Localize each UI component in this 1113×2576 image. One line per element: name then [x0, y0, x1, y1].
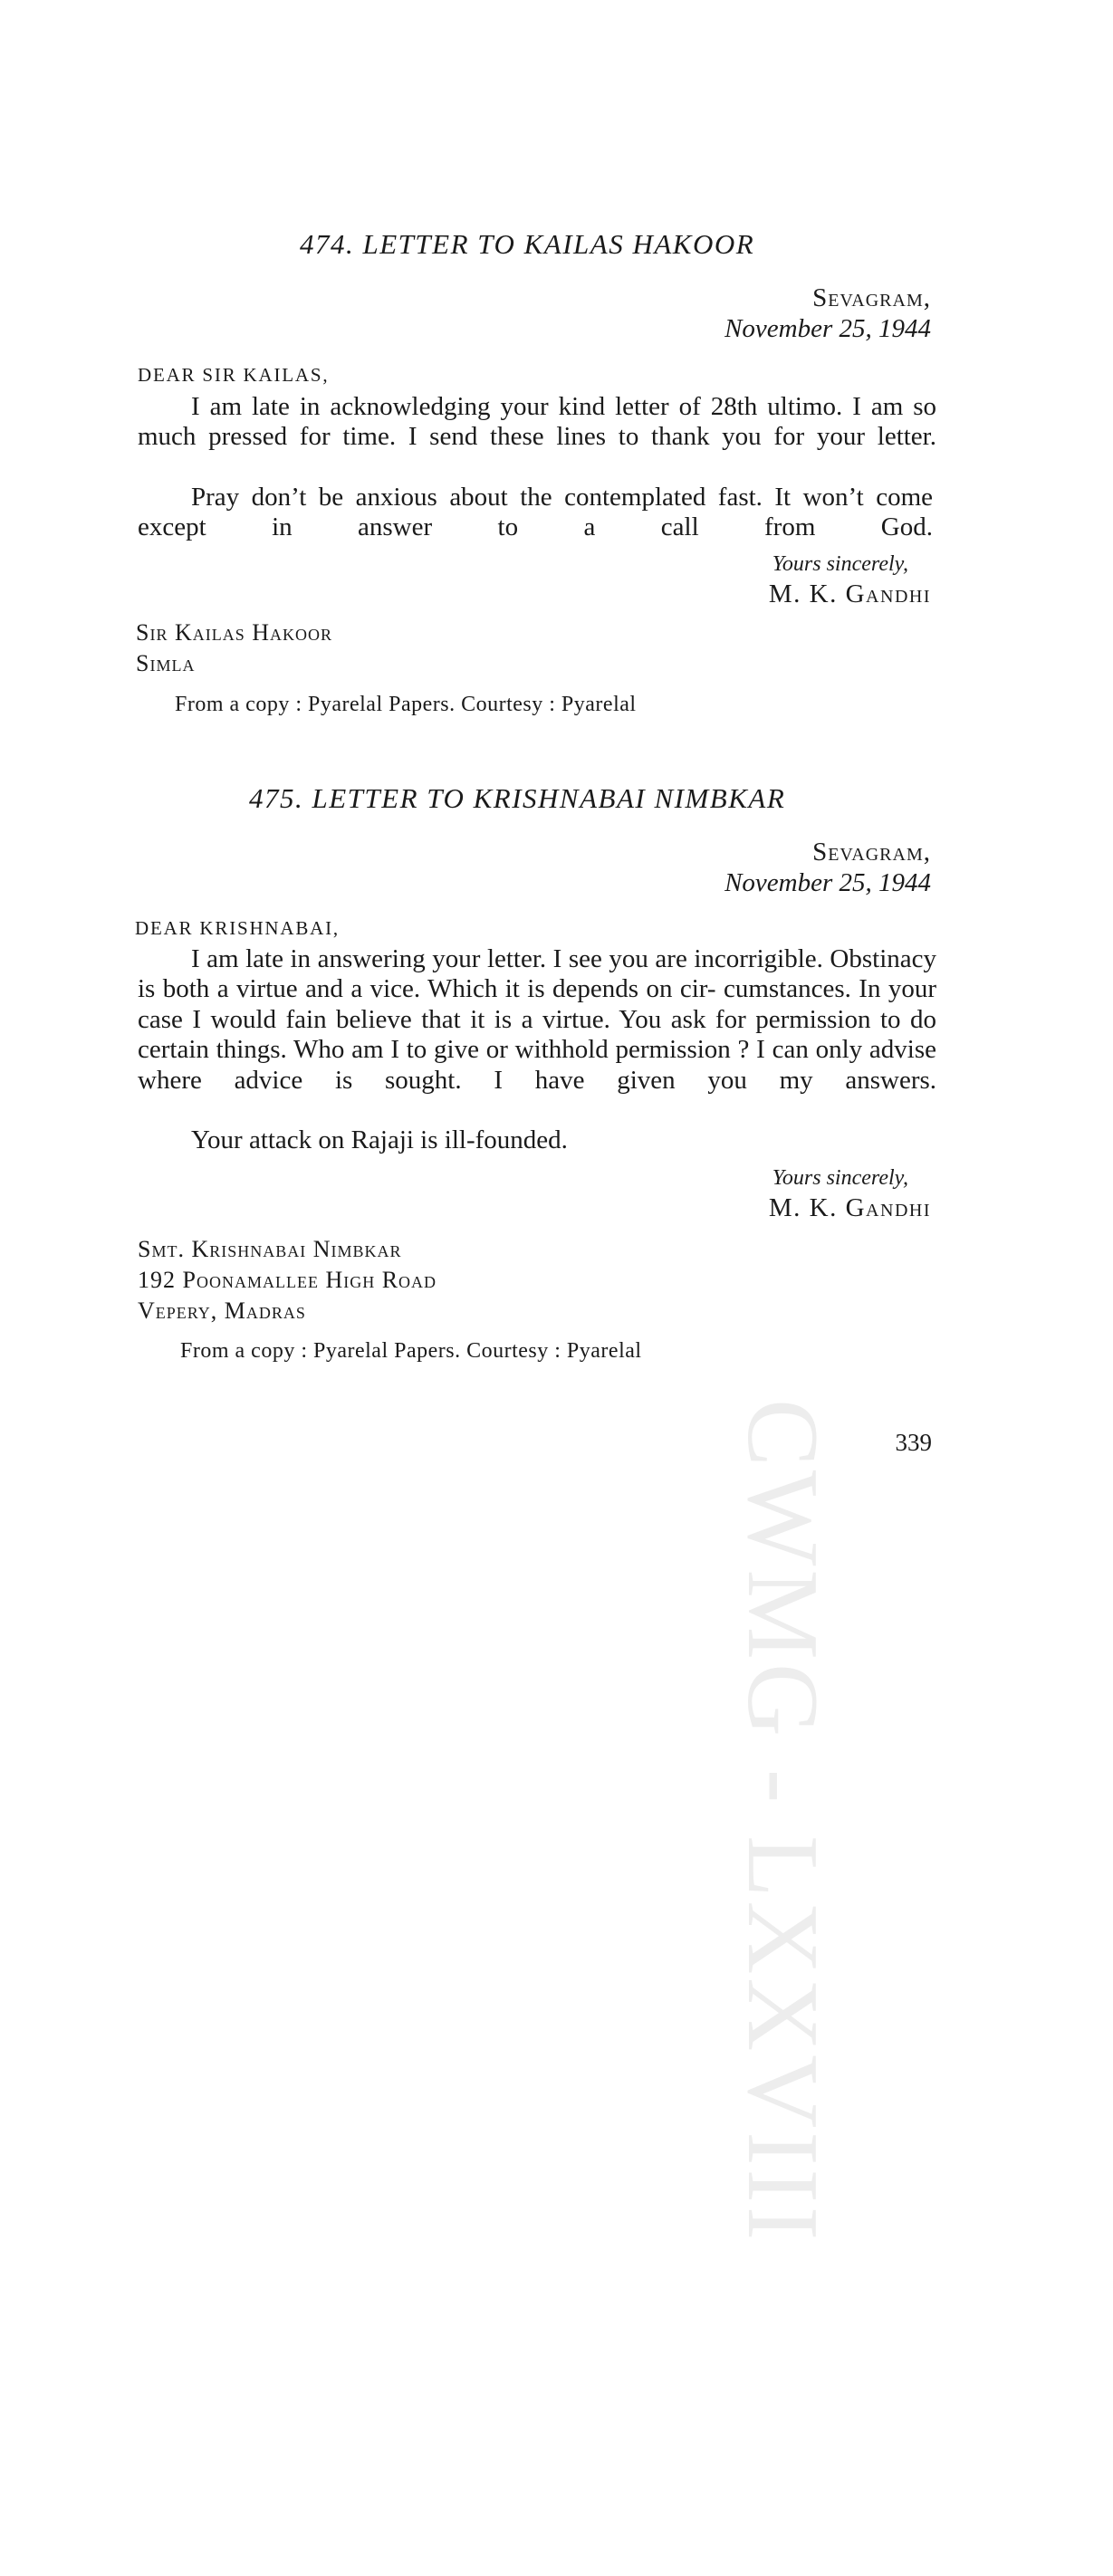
- letter-1-paragraph-1: [138, 392, 936, 453]
- letter-2-address-line: Vepery, Madras: [138, 1298, 306, 1324]
- letter-2-title: 475. LETTER TO KRISHNABAI NIMBKAR: [249, 782, 786, 814]
- page-number: 339: [895, 1429, 932, 1456]
- letter-1-signature: M. K. Gandhi: [768, 579, 931, 608]
- letter-1-source: From a copy : Pyarelal Papers. Courtesy : Pyarelal: [175, 693, 637, 716]
- text-line: You ask for permission to do certain things. Who am I to give: [138, 1004, 936, 1065]
- text-line: or withhold permission ? I can only advise where advice is sought.: [138, 1035, 936, 1095]
- text-line: come except in answer to a call from God.: [138, 483, 934, 542]
- letter-1-closing: Yours sincerely,: [772, 552, 908, 576]
- letter-1-salutation: DEAR SIR KAILAS,: [138, 364, 330, 386]
- letter-2-paragraph-1: [138, 944, 936, 1096]
- text-line: cumstances. In your case I would fain believe that it is a virtue.: [138, 974, 937, 1034]
- text-line: I am late in acknowledging your kind letter of 28th ultimo.: [191, 392, 843, 421]
- watermark: CWMG - LXXVIII: [726, 1399, 839, 2245]
- letter-2-date: November 25, 1944: [724, 868, 931, 897]
- letter-1-paragraph-2: [138, 483, 933, 543]
- letter-1-title: 474. LETTER TO KAILAS HAKOOR: [300, 228, 755, 260]
- text-line: I have given you my answers.: [494, 1065, 937, 1095]
- letter-2-source: From a copy : Pyarelal Papers. Courtesy : Pyarelal: [180, 1339, 642, 1363]
- letter-2-address-line: 192 Poonamallee High Road: [138, 1267, 437, 1293]
- text-line: for your letter.: [773, 422, 936, 452]
- letter-2-signature: M. K. Gandhi: [768, 1193, 931, 1222]
- letter-1-date: November 25, 1944: [724, 314, 931, 343]
- text-line: I am so much pressed for time. I send these lines to thank you: [138, 392, 937, 452]
- text-line: I am late in answering your letter. I see you are incorrigible.: [191, 944, 823, 973]
- letter-1-place: Sevagram,: [812, 283, 931, 312]
- letter-2-address-line: Smt. Krishnabai Nimbkar: [138, 1236, 402, 1262]
- text-line: Pray don’t be anxious about the contemplated fast. It won’t: [191, 483, 864, 512]
- text-line: Your attack on Rajaji is ill-founded.: [191, 1125, 568, 1154]
- letter-1-address-line: Simla: [136, 650, 196, 676]
- text-line: Obstinacy is both a virtue and a vice. Which it is depends on cir-: [138, 944, 936, 1004]
- letter-2-paragraph-2: [138, 1125, 936, 1155]
- letter-1-address-line: Sir Kailas Hakoor: [136, 619, 333, 646]
- letter-2-salutation: DEAR KRISHNABAI,: [135, 917, 340, 939]
- letter-2-closing: Yours sincerely,: [772, 1166, 908, 1190]
- letter-2-place: Sevagram,: [812, 838, 931, 867]
